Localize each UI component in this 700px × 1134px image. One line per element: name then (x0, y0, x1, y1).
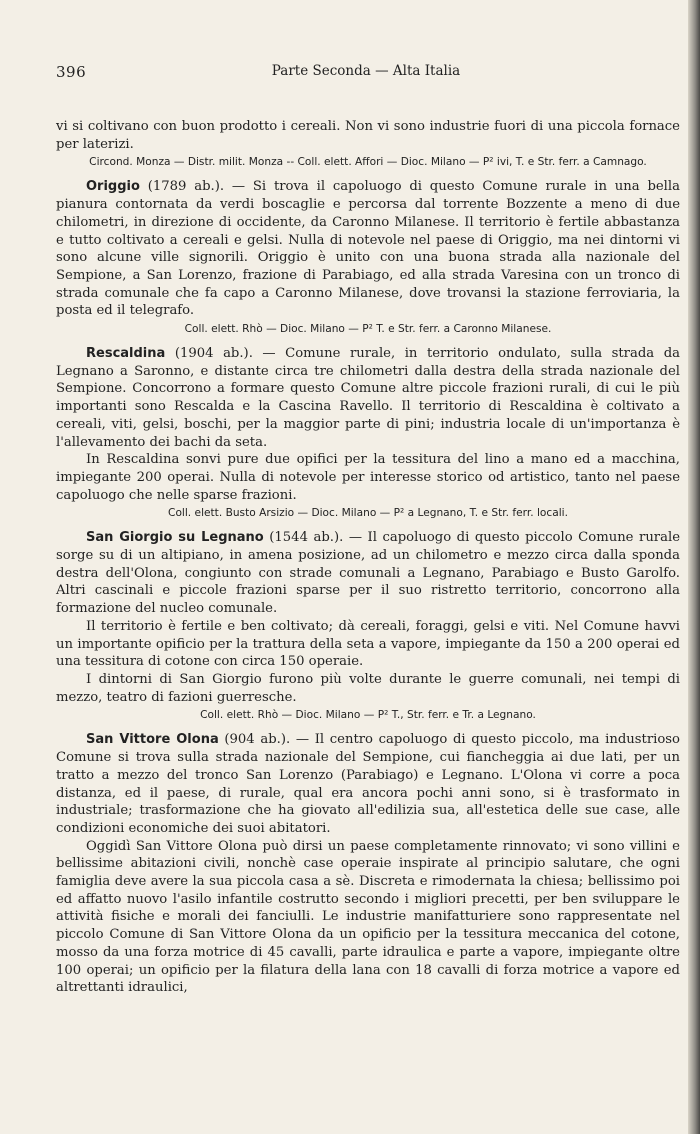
entry-paragraph (56, 731, 680, 837)
entry-san-vittore-olona (56, 731, 680, 997)
page-header (56, 63, 676, 85)
entry-name: Rescaldina (86, 346, 166, 362)
entry-san-giorgio-su-legnano (56, 529, 680, 723)
entry-text: (904 ab.). — Il centro capoluogo di questo piccolo, ma industrioso Comune si trova sulla strada nazionale del Sempione, cui fiancheggia ai due lati, per un tratto a mezzo del tronco San Lorenzo (Parabiago) e Legnano. L'Olona vi corre a poca distanza, ed il paese, di rurale, qual era ancora pochi anni sono, si è trasformato in industriale; trasformazione che ha giovato all'edilizia sua, all'estetica delle sue case, alle condizioni economiche dei suoi abitatori. (56, 732, 680, 836)
entry-text: (1789 ab.). — Si trova il capoluogo di questo Comune rurale in una bella pianura contornata da verdi boscaglie e percorsa dal torrente Bozzente a meno di due chilometri, in direzione di occidente, da Caronno Milanese. Il territorio è fertile abbastanza e tutto coltivato a cereali e gelsi. Nulla di notevole nel paese di Origgio, ma nei dintorni vi sono alcune ville signorili. Origgio è unito con una buona strada alla nazionale del Sempione, a San Lorenzo, frazione di Parabiago, ed alla strada Varesina con un tronco di strada comunale che fa capo a Caronno Milanese, dove trovansi la stazione ferroviaria, la posta ed il telegrafo. (56, 179, 680, 319)
entry-paragraph (56, 529, 680, 618)
entry-text: (1544 ab.). — Il capoluogo di questo piccolo Comune rurale sorge su di un altipiano, in amena posizione, ad un chilometro e mezzo circa dalla sponda destra dell'Olona, congiunto con strade comunali a Legnano, Parabiago e Busto Garolfo. Altri cascinali e piccole frazioni sparse per il suo ristretto territorio, concorrono alla formazione del nucleo comunale. (56, 530, 680, 617)
entry-note: Coll. elett. Rhò — Dioc. Milano — P² T. e Str. ferr. a Caronno Milanese. (184, 323, 552, 336)
entry-rescaldina (56, 345, 680, 521)
entry-paragraph: In Rescaldina sonvi pure due opifici per la tessitura del lino a mano ed a macchina, impiegante 200 operai. Nulla di notevole per interesse storico od artistico, tanto nel paese capoluogo che nelle sparse frazioni. (56, 452, 680, 503)
page-body (56, 118, 680, 997)
entry-name: San Vittore Olona (86, 732, 219, 748)
entry-paragraph (56, 345, 680, 451)
entry-paragraph: I dintorni di San Giorgio furono più volte durante le guerre comunali, nei tempi di mezzo, teatro di fazioni guerresche. (56, 671, 680, 705)
entry-note: Coll. elett. Busto Arsizio — Dioc. Milano — P² a Legnano, T. e Str. ferr. locali. (168, 507, 568, 520)
page-number: 396 (56, 63, 87, 81)
entry-paragraph: Oggidì San Vittore Olona può dirsi un paese completamente rinnovato; vi sono villini e bellissime abitazioni civili, nonchè case operaie inspirate al principio salutare, che ogni famiglia deve avere la sua piccola casa a sè. Discreta e rimodernata la chiesa; bellissimo poi ed affatto nuovo l'asilo infantile costrutto secondo i migliori precetti, per ben sviluppare le attività fisiche e morali dei fanciulli. Le industrie manifatturiere sono rappresentate nel piccolo Comune di San Vittore Olona da un opificio per la tessitura meccanica del cotone, mosso da una forza motrice di 45 cavalli, parte idraulica e parte a vapore, impiegante oltre 100 operai; un opificio per la filatura della lana con 18 cavalli di forza motrice a vapore ed altrettanti idraulici, (56, 838, 680, 996)
page-edge-shadow (688, 0, 700, 1134)
intro-note: Circond. Monza — Distr. milit. Monza -- Coll. elett. Affori — Dioc. Milano — P² ivi, T. e Str. ferr. a Camnago. (89, 156, 647, 169)
entry-origgio (56, 178, 680, 337)
entry-paragraph: Il territorio è fertile e ben coltivato; dà cereali, foraggi, gelsi e viti. Nel Comune havvi un importante opificio per la trattura della seta a vapore, impiegante da 150 a 200 operai ed una tessitura di cotone con circa 150 operaie. (56, 618, 680, 670)
entry-name: Origgio (86, 179, 140, 195)
entry-text: (1904 ab.). — Comune rurale, in territorio ondulato, sulla strada da Legnano a Saronno, e distante circa tre chilometri dalla destra della strada nazionale del Sempione. Concorrono a formare questo Comune altre piccole frazioni rurali, di cui le più importanti sono Rescalda e la Cascina Ravello. Il territorio di Rescaldina è coltivato a cereali, viti, gelsi, boschi, per la maggior parte di pini; industria locale di un'importanza è l'allevamento dei bachi da seta. (56, 346, 680, 450)
entry-paragraph (56, 178, 680, 320)
entry-name: San Giorgio su Legnano (86, 530, 264, 546)
entry-note: Coll. elett. Rhò — Dioc. Milano — P² T., Str. ferr. e Tr. a Legnano. (200, 709, 536, 722)
running-title: Parte Seconda — Alta Italia (271, 63, 461, 79)
intro-paragraph: vi si coltivano con buon prodotto i cereali. Non vi sono industrie fuori di una piccola fornace per laterizi. (56, 119, 680, 152)
